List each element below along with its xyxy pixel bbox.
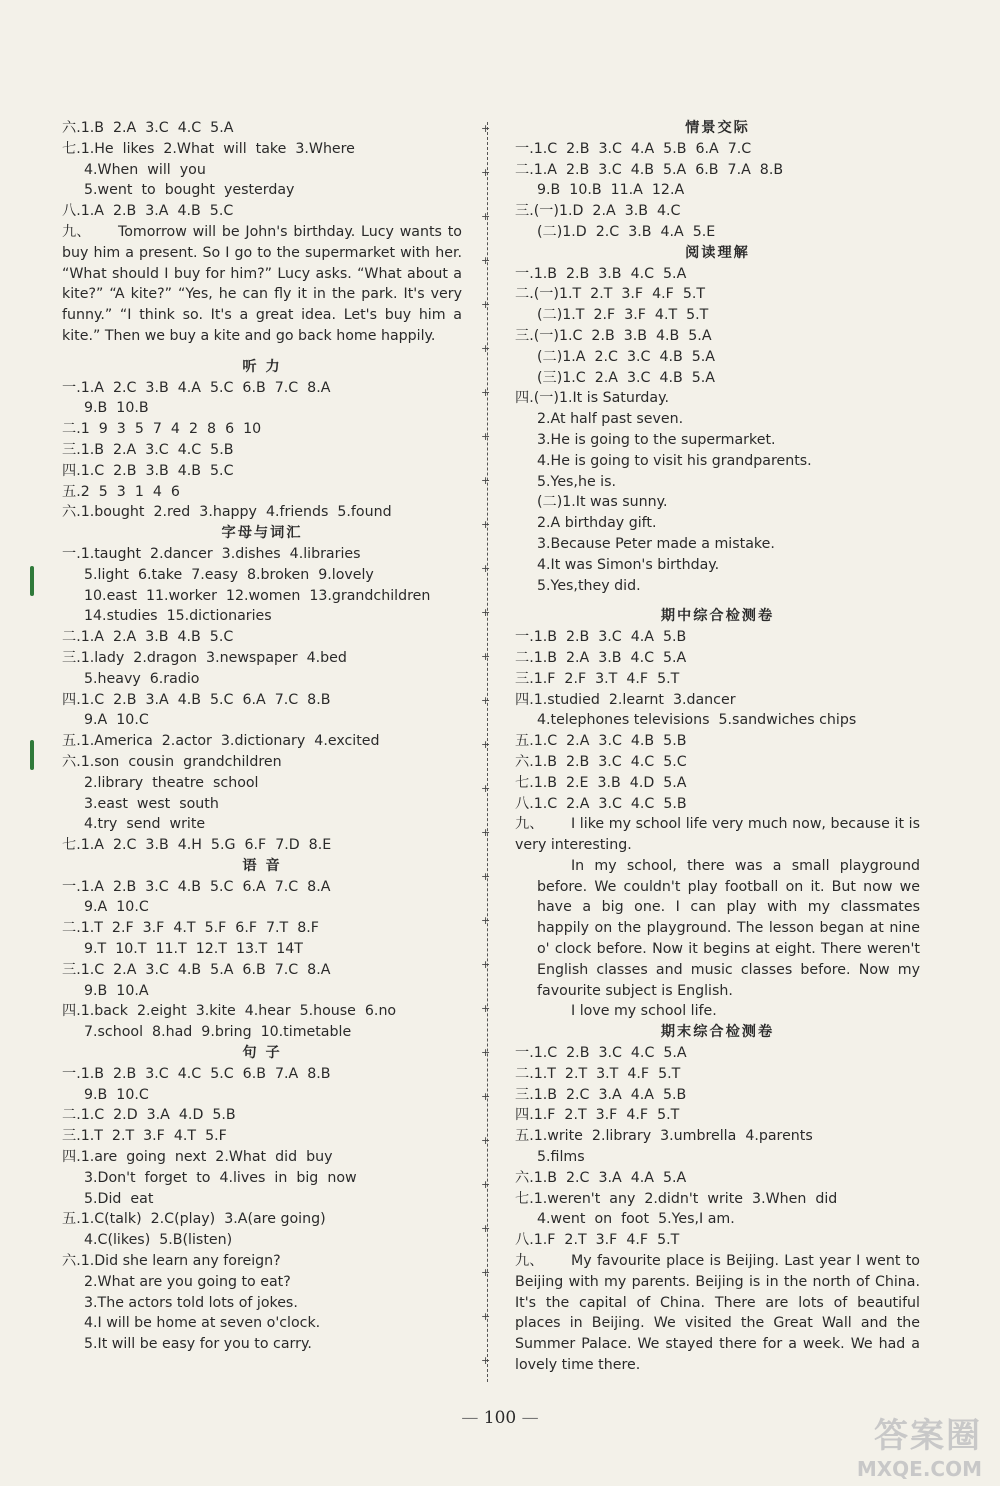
section-heading: 期中综合检测卷 bbox=[660, 608, 775, 625]
answer-line: (二)1.A 2.C 3.C 4.B 5.A bbox=[537, 348, 715, 365]
answer-line: 四.1.studied 2.learnt 3.dancer bbox=[515, 691, 736, 708]
essay-paragraph bbox=[515, 814, 920, 856]
divider-plus-mark: + bbox=[481, 1134, 491, 1147]
answer-line: 四.(一)1.It is Saturday. bbox=[515, 390, 670, 407]
paragraph-text: I like my school life very much now, because it is very interesting. bbox=[515, 816, 920, 854]
answer-line: 9.T 10.T 11.T 12.T 13.T 14T bbox=[84, 941, 303, 958]
answer-line: 3.Because Peter made a mistake. bbox=[537, 535, 775, 552]
divider-plus-mark: + bbox=[481, 870, 491, 883]
divider-plus-mark: + bbox=[481, 958, 491, 971]
divider-plus-mark: + bbox=[481, 474, 491, 487]
answer-line: 四.1.C 2.B 3.A 4.B 5.C 6.A 7.C 8.B bbox=[62, 691, 331, 708]
section-heading: 句 子 bbox=[242, 1045, 282, 1062]
answer-line: 五.1.C 2.A 3.C 4.B 5.B bbox=[515, 733, 687, 750]
paragraph-label: 九、 bbox=[515, 816, 544, 833]
section-heading: 语 音 bbox=[242, 857, 282, 874]
divider-plus-mark: + bbox=[481, 1002, 491, 1015]
answer-line: 4.I will be home at seven o'clock. bbox=[84, 1315, 321, 1332]
answer-line: 9.B 10.A bbox=[84, 982, 149, 999]
answer-line: 六.1.B 2.C 3.A 4.A 5.A bbox=[515, 1169, 687, 1186]
answer-line: 六.1.B 2.B 3.C 4.C 5.C bbox=[515, 753, 687, 770]
answer-line: 四.1.are going next 2.What did buy bbox=[62, 1149, 333, 1166]
section-heading: 期末综合检测卷 bbox=[660, 1024, 775, 1041]
section-heading: 字母与词汇 bbox=[221, 525, 303, 542]
answer-line: 二.1.T 2.F 3.F 4.T 5.F 6.F 7.T 8.F bbox=[62, 920, 319, 937]
answer-line: 3.He is going to the supermarket. bbox=[537, 431, 776, 448]
answer-line: (三)1.C 2.A 3.C 4.B 5.A bbox=[537, 369, 715, 386]
divider-plus-mark: + bbox=[481, 914, 491, 927]
divider-plus-mark: + bbox=[481, 166, 491, 179]
divider-plus-mark: + bbox=[481, 1310, 491, 1323]
divider-plus-mark: + bbox=[481, 562, 491, 575]
answer-line: 七.1.B 2.E 3.B 4.D 5.A bbox=[515, 774, 687, 791]
answer-line: 三.1.B 2.C 3.A 4.A 5.B bbox=[515, 1086, 687, 1103]
answer-line: 四.1.C 2.B 3.B 4.B 5.C bbox=[62, 462, 234, 479]
answer-line: 5.went to bought yesterday bbox=[84, 182, 295, 199]
answer-line: 14.studies 15.dictionaries bbox=[84, 608, 272, 625]
answer-line: 9.A 10.C bbox=[84, 712, 149, 729]
answer-line: 四.1.back 2.eight 3.kite 4.hear 5.house 6.no bbox=[62, 1003, 397, 1020]
watermark-logo bbox=[782, 1408, 982, 1481]
answer-line: 5.heavy 6.radio bbox=[84, 670, 200, 687]
answer-line: 八.1.F 2.T 3.F 4.F 5.T bbox=[515, 1232, 680, 1249]
answer-line: 八.1.A 2.B 3.A 4.B 5.C bbox=[62, 203, 234, 220]
divider-plus-mark: + bbox=[481, 430, 491, 443]
answer-line: 二.1 9 3 5 7 4 2 8 6 10 bbox=[62, 421, 262, 438]
margin-mark bbox=[30, 566, 34, 596]
section-heading: 情景交际 bbox=[685, 120, 750, 136]
divider-plus-mark: + bbox=[481, 1046, 491, 1059]
divider-plus-mark: + bbox=[481, 1354, 491, 1367]
answer-line: 2.library theatre school bbox=[84, 774, 259, 791]
answer-line: 三.(一)1.C 2.B 3.B 4.B 5.A bbox=[515, 327, 712, 344]
paragraph-text: I love my school life. bbox=[571, 1003, 717, 1020]
answer-line: 三.1.T 2.T 3.F 4.T 5.F bbox=[62, 1128, 227, 1145]
answer-line: 4.went on foot 5.Yes,I am. bbox=[537, 1211, 735, 1228]
answer-line: 9.B 10.C bbox=[84, 1086, 149, 1103]
answer-line: 7.school 8.had 9.bring 10.timetable bbox=[84, 1024, 352, 1041]
answer-line: 三.1.lady 2.dragon 3.newspaper 4.bed bbox=[62, 649, 347, 666]
answer-line: 四.1.F 2.T 3.F 4.F 5.T bbox=[515, 1107, 680, 1124]
essay-paragraph bbox=[515, 1251, 920, 1376]
essay-paragraph bbox=[515, 856, 920, 1002]
answer-line: (二)1.D 2.C 3.B 4.A 5.E bbox=[537, 223, 716, 240]
answer-line: 4.He is going to visit his grandparents. bbox=[537, 452, 812, 469]
margin-mark bbox=[30, 740, 34, 770]
watermark-top: 答案圈 bbox=[874, 1416, 982, 1456]
answer-line: 二.1.A 2.A 3.B 4.B 5.C bbox=[62, 629, 234, 646]
essay-paragraph bbox=[62, 222, 462, 347]
divider-plus-mark: + bbox=[481, 738, 491, 751]
answer-line: 六.1.B 2.A 3.C 4.C 5.A bbox=[62, 120, 234, 136]
answer-line: 5.Did eat bbox=[84, 1190, 154, 1207]
answer-line: (二)1.It was sunny. bbox=[537, 494, 668, 511]
answer-line: 二.1.A 2.B 3.C 4.B 5.A 6.B 7.A 8.B bbox=[515, 161, 784, 178]
section-heading: 阅读理解 bbox=[685, 244, 750, 261]
essay-paragraph bbox=[515, 1001, 920, 1022]
answer-line: 七.1.He likes 2.What will take 3.Where bbox=[62, 140, 355, 157]
answer-line: 2.What are you going to eat? bbox=[84, 1273, 291, 1290]
page-number: — 100 — bbox=[461, 1408, 539, 1428]
answer-line: 5.Yes,they did. bbox=[537, 577, 641, 594]
answer-line: 3.The actors told lots of jokes. bbox=[84, 1294, 298, 1311]
answer-line: 一.1.C 2.B 3.C 4.A 5.B 6.A 7.C bbox=[515, 140, 752, 157]
answer-line: 三.(一)1.D 2.A 3.B 4.C bbox=[515, 203, 681, 220]
answer-line: 10.east 11.worker 12.women 13.grandchildren bbox=[84, 587, 431, 604]
answer-line: 9.A 10.C bbox=[84, 899, 149, 916]
paragraph-text: In my school, there was a small playground before. We couldn't play football on it. But now we have a big one. I can play with my classmates happily on the playground. The lesson began at nine o' clock before. Now it begins at eight. There weren't English classes and music classes before. Now my favourite subject is English. bbox=[537, 857, 920, 999]
watermark-bottom: MXQE.COM bbox=[856, 1457, 982, 1481]
answer-line: 五.1.write 2.library 3.umbrella 4.parents bbox=[515, 1128, 813, 1145]
left-answer-column bbox=[62, 118, 462, 1355]
answer-line: 二.1.B 2.A 3.B 4.C 5.A bbox=[515, 649, 687, 666]
divider-plus-mark: + bbox=[481, 386, 491, 399]
answer-line: 4.telephones televisions 5.sandwiches chips bbox=[537, 712, 857, 729]
answer-line: 五.1.America 2.actor 3.dictionary 4.excited bbox=[62, 733, 380, 750]
divider-plus-mark: + bbox=[481, 606, 491, 619]
answer-line: 一.1.B 2.B 3.B 4.C 5.A bbox=[515, 265, 687, 282]
divider-plus-mark: + bbox=[481, 694, 491, 707]
answer-line: 三.1.F 2.F 3.T 4.F 5.T bbox=[515, 670, 680, 687]
answer-line: 七.1.weren't any 2.didn't write 3.When did bbox=[515, 1190, 838, 1207]
divider-plus-mark: + bbox=[481, 518, 491, 531]
answer-line: 5.films bbox=[537, 1149, 585, 1166]
answer-line: 9.B 10.B 11.A 12.A bbox=[537, 182, 685, 199]
divider-plus-mark: + bbox=[481, 1266, 491, 1279]
divider-plus-mark: + bbox=[481, 1090, 491, 1103]
answer-line: 六.1.son cousin grandchildren bbox=[62, 753, 282, 770]
paragraph-text: My favourite place is Beijing. Last year I went to Beijing with my parents. Beijing is in the north of China. It's the capital of China. There are lots of beautiful places in Beijing. We visited the Great Wall and the Summer Palace. We stayed there for a week. We had a lovely time there. bbox=[515, 1253, 920, 1374]
divider-plus-mark: + bbox=[481, 826, 491, 839]
answer-line: (二)1.T 2.F 3.F 4.T 5.T bbox=[537, 307, 709, 324]
answer-line: 一.1.taught 2.dancer 3.dishes 4.libraries bbox=[62, 545, 361, 562]
divider-plus-mark: + bbox=[481, 210, 491, 223]
answer-line: 三.1.B 2.A 3.C 4.C 5.B bbox=[62, 441, 234, 458]
divider-plus-mark: + bbox=[481, 1178, 491, 1191]
answer-line: 一.1.A 2.C 3.B 4.A 5.C 6.B 7.C 8.A bbox=[62, 379, 331, 396]
answer-line: 二.(一)1.T 2.T 3.F 4.F 5.T bbox=[515, 286, 706, 303]
answer-line: 二.1.C 2.D 3.A 4.D 5.B bbox=[62, 1107, 236, 1124]
answer-line: 5.light 6.take 7.easy 8.broken 9.lovely bbox=[84, 566, 374, 583]
answer-line: 六.1.Did she learn any foreign? bbox=[62, 1253, 281, 1270]
answer-line: 一.1.B 2.B 3.C 4.C 5.C 6.B 7.A 8.B bbox=[62, 1065, 331, 1082]
answer-line: 4.try send write bbox=[84, 816, 206, 833]
answer-line: 一.1.B 2.B 3.C 4.A 5.B bbox=[515, 629, 687, 646]
answer-line: 七.1.A 2.C 3.B 4.H 5.G 6.F 7.D 8.E bbox=[62, 837, 332, 854]
answer-line: 六.1.bought 2.red 3.happy 4.friends 5.found bbox=[62, 504, 392, 521]
divider-plus-mark: + bbox=[481, 298, 491, 311]
spacer bbox=[62, 347, 462, 357]
divider-plus-mark: + bbox=[481, 1222, 491, 1235]
paragraph-label: 九、 bbox=[515, 1253, 544, 1270]
section-heading: 听 力 bbox=[242, 358, 282, 375]
divider-plus-mark: + bbox=[481, 254, 491, 267]
answer-line: 八.1.C 2.A 3.C 4.C 5.B bbox=[515, 795, 687, 812]
answer-line: 4.When will you bbox=[84, 161, 206, 178]
answer-line: 一.1.C 2.B 3.C 4.C 5.A bbox=[515, 1045, 687, 1062]
answer-line: 5.It will be easy for you to carry. bbox=[84, 1336, 312, 1353]
paragraph-label: 九、 bbox=[62, 223, 91, 240]
column-divider bbox=[487, 122, 488, 1382]
answer-line: 3.east west south bbox=[84, 795, 219, 812]
answer-line: 五.1.C(talk) 2.C(play) 3.A(are going) bbox=[62, 1211, 326, 1228]
answer-line: 一.1.A 2.B 3.C 4.B 5.C 6.A 7.C 8.A bbox=[62, 878, 331, 895]
answer-line: 3.Don't forget to 4.lives in big now bbox=[84, 1169, 357, 1186]
divider-plus-mark: + bbox=[481, 342, 491, 355]
answer-line: 2.A birthday gift. bbox=[537, 515, 657, 532]
answer-line: 2.At half past seven. bbox=[537, 411, 684, 428]
divider-plus-mark: + bbox=[481, 650, 491, 663]
right-answer-column bbox=[515, 118, 920, 1376]
divider-plus-mark: + bbox=[481, 782, 491, 795]
paragraph-text: Tomorrow will be John's birthday. Lucy wants to buy him a present. So I go to the supermarket with her. “What should I buy for him?” Lucy asks. “What about a kite?” “A kite?” “Yes, he can fly it in the park. It's very funny.” “I think so. It's a great idea. Let's buy him a kite.” Then we buy a kite and go back home happily. bbox=[62, 223, 462, 344]
answer-line: 二.1.T 2.T 3.T 4.F 5.T bbox=[515, 1065, 681, 1082]
answer-line: 4.It was Simon's birthday. bbox=[537, 556, 720, 573]
answer-line: 5.Yes,he is. bbox=[537, 473, 617, 490]
answer-line: 9.B 10.B bbox=[84, 400, 149, 417]
answer-line: 五.2 5 3 1 4 6 bbox=[62, 483, 180, 500]
answer-line: 三.1.C 2.A 3.C 4.B 5.A 6.B 7.C 8.A bbox=[62, 961, 331, 978]
spacer bbox=[515, 596, 920, 606]
divider-plus-mark: + bbox=[481, 122, 491, 135]
answer-line: 4.C(likes) 5.B(listen) bbox=[84, 1232, 233, 1249]
